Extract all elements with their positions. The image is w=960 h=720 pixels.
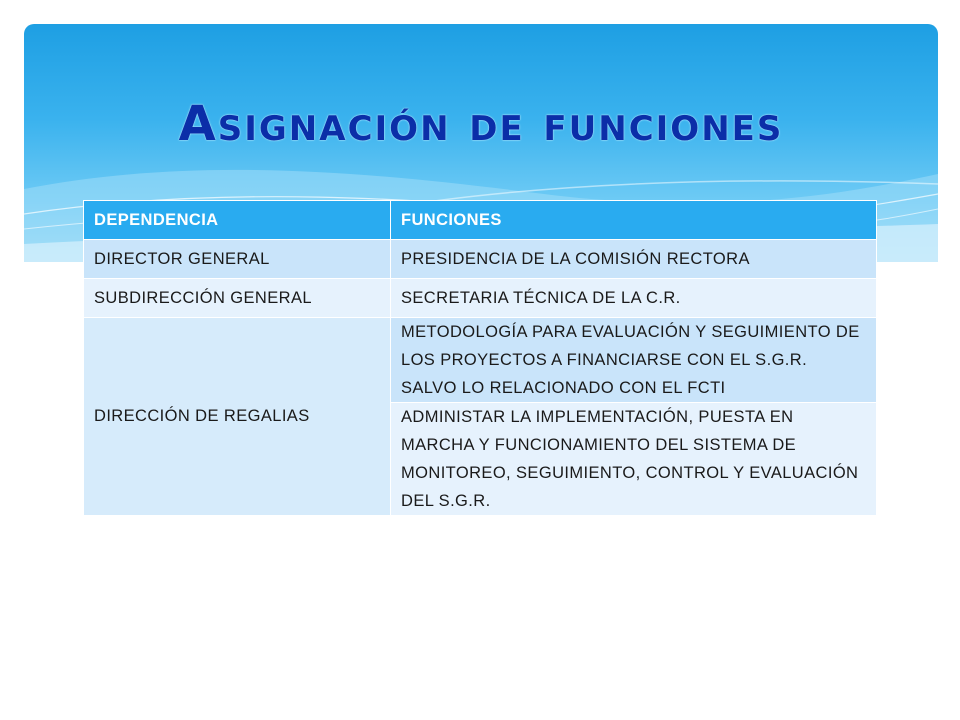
table-header-row bbox=[84, 201, 877, 240]
funcion-cell: PRESIDENCIA DE LA COMISIÓN RECTORA bbox=[391, 240, 877, 279]
dependencia-cell: SUBDIRECCIÓN GENERAL bbox=[84, 279, 391, 318]
funcion-cell: SECRETARIA TÉCNICA DE LA C.R. bbox=[391, 279, 877, 318]
table-row bbox=[84, 240, 877, 279]
dependencia-cell: DIRECCIÓN DE REGALIAS bbox=[84, 318, 391, 516]
slide-title: Asignación de funciones bbox=[178, 96, 784, 152]
functions-table bbox=[83, 200, 877, 516]
funcion-cell: METODOLOGÍA PARA EVALUACIÓN Y SEGUIMIENTO DE LOS PROYECTOS A FINANCIARSE CON EL S.G.R. SALVO LO RELACIONADO CON EL FCTI bbox=[391, 318, 877, 403]
table-row bbox=[84, 279, 877, 318]
table-row bbox=[84, 318, 877, 403]
funcion-cell: ADMINISTAR LA IMPLEMENTACIÓN, PUESTA EN MARCHA Y FUNCIONAMIENTO DEL SISTEMA DE MONITOREO, SEGUIMIENTO, CONTROL Y EVALUACIÓN DEL S.G.R. bbox=[391, 403, 877, 516]
column-header-funciones: FUNCIONES bbox=[391, 201, 877, 240]
dependencia-cell: DIRECTOR GENERAL bbox=[84, 240, 391, 279]
column-header-dependencia: DEPENDENCIA bbox=[84, 201, 391, 240]
